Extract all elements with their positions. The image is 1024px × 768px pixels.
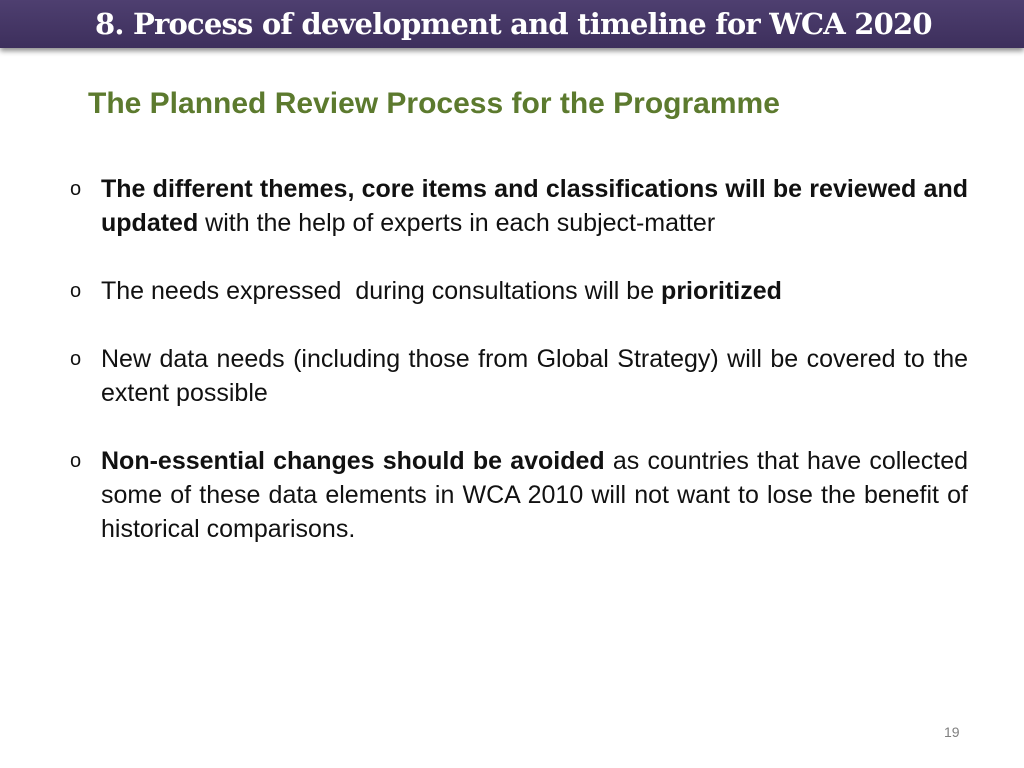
bullet-item-review: [70, 172, 968, 240]
bullet-list: [70, 172, 968, 546]
section-subtitle: The Planned Review Process for the Programme: [88, 87, 780, 120]
bullet-bold-text: Non-essential changes should be avoided: [101, 447, 605, 475]
bullet-marker: o: [70, 450, 82, 472]
bullet-bold-text: The different themes, core items and classifications will be reviewed and updated: [101, 175, 968, 237]
bullet-item-prioritize: [70, 274, 968, 308]
bullet-text: with the help of experts in each subject-matter: [198, 209, 716, 237]
page-number: 19: [944, 724, 960, 740]
bullet-marker: o: [70, 280, 82, 302]
bullet-item-new-data: [70, 342, 968, 410]
title-bar: [0, 0, 1024, 48]
bullet-item-non-essential: [70, 444, 968, 546]
bullet-marker: o: [70, 348, 82, 370]
bullet-text: as countries that have collected some of these data elements in WCA 2010 will not want to lose the benefit of historical comparisons.: [101, 447, 969, 543]
bullet-text: The needs expressed during consultations will be: [101, 277, 662, 305]
bullet-bold-text: prioritized: [661, 277, 782, 305]
bullet-text: New data needs (including those from Global Strategy) will be covered to the extent possible: [101, 345, 968, 407]
bullet-marker: o: [70, 178, 82, 200]
slide-title: 8. Process of development and timeline for WCA 2020: [95, 7, 932, 41]
